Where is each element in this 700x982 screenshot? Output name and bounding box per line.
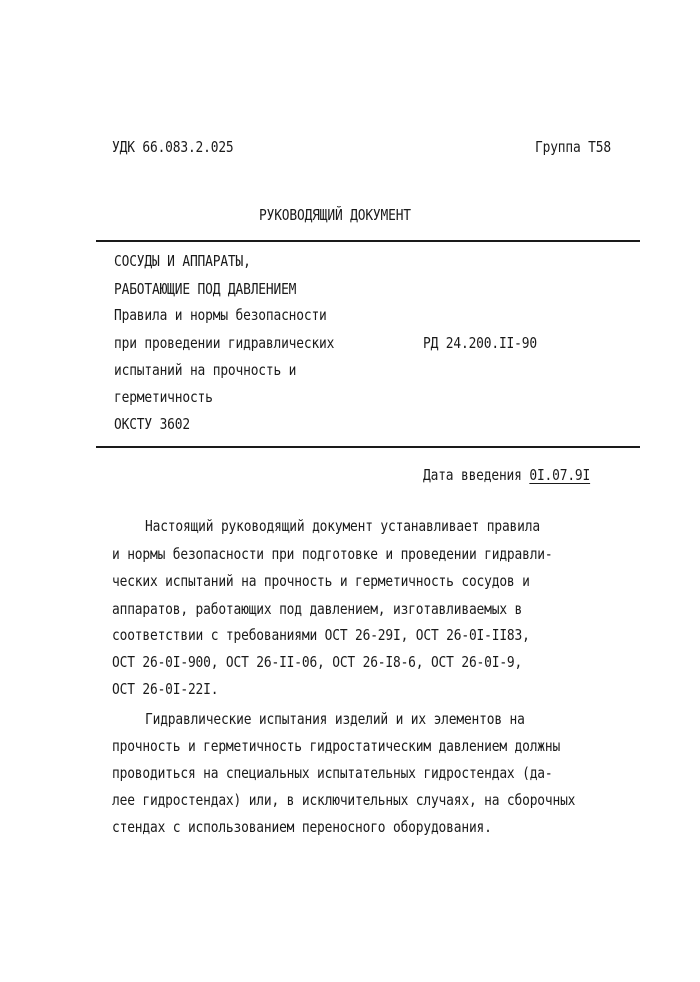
- title-line-5: испытаний на прочность и: [114, 361, 297, 379]
- intro-date-value: 0I.07.9I: [529, 466, 591, 484]
- paragraph-1-line-4: аппаратов, работающих под давлением, изготавливаемых в: [112, 600, 523, 618]
- paragraph-2-line-4: лее гидростендах) или, в исключительных случаях, на сборочных: [112, 791, 576, 809]
- paragraph-2-line-3: проводиться на специальных испытательных гидростендах (да-: [112, 764, 553, 782]
- paragraph-1-line-3: ческих испытаний на прочность и герметичность сосудов и: [112, 572, 530, 590]
- intro-date: [423, 466, 617, 484]
- document-number: РД 24.200.II-90: [423, 334, 537, 352]
- paragraph-1-line-7: ОСТ 26-0I-22I.: [112, 680, 219, 698]
- document-type: РУКОВОДЯЩИЙ ДОКУМЕНТ: [259, 206, 411, 224]
- title-line-2: РАБОТАЮЩИЕ ПОД ДАВЛЕНИЕМ: [114, 280, 297, 298]
- udk-code: УДК 66.083.2.025: [112, 138, 234, 156]
- intro-date-label: Дата введения: [423, 466, 522, 484]
- paragraph-1-line-5: соответствии с требованиями ОСТ 26-29I, ОСТ 26-0I-II83,: [112, 626, 530, 644]
- paragraph-2-line-1: Гидравлические испытания изделий и их элементов на: [145, 710, 525, 728]
- title-line-6: герметичность: [114, 388, 213, 406]
- top-rule: [96, 240, 640, 242]
- paragraph-1-line-1: Настоящий руководящий документ устанавливает правила: [145, 517, 540, 535]
- title-line-4: при проведении гидравлических: [114, 334, 335, 352]
- bottom-rule: [96, 446, 640, 448]
- paragraph-1-line-6: ОСТ 26-0I-900, ОСТ 26-II-06, ОСТ 26-I8-6, ОСТ 26-0I-9,: [112, 653, 523, 671]
- title-line-3: Правила и нормы безопасности: [114, 306, 327, 324]
- title-line-1: СОСУДЫ И АППАРАТЫ,: [114, 252, 251, 270]
- paragraph-1-line-2: и нормы безопасности при подготовке и проведении гидравли-: [112, 545, 553, 563]
- paragraph-2-line-5: стендах с использованием переносного оборудования.: [112, 818, 492, 836]
- group-code: Группа Т58: [535, 138, 611, 156]
- paragraph-2-line-2: прочность и герметичность гидростатическим давлением должны: [112, 737, 561, 755]
- title-line-7: ОКСТУ 3602: [114, 415, 190, 433]
